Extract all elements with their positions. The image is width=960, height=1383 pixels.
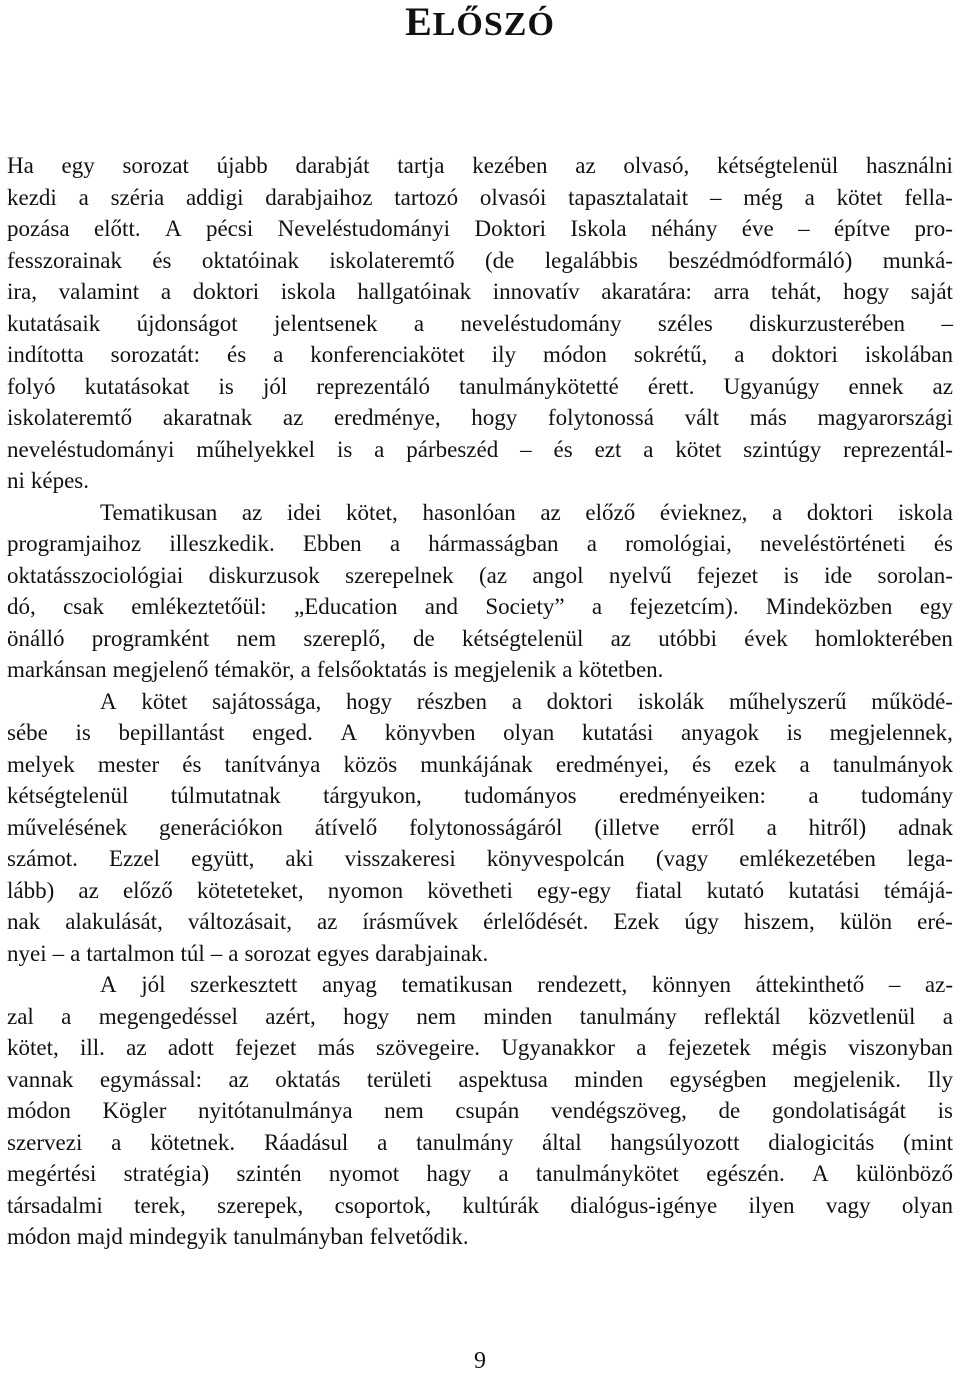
text-line: nyei – a tartalmon túl – a sorozat egyes darabjainak.	[7, 940, 489, 966]
text-line: megértési stratégia) szintén nyomot hagy a tanulmánykötet egészén. A különböző	[7, 1161, 953, 1186]
text-line: fesszorainak és oktatóinak iskolateremtő (de legalábbis beszédmódformáló) munká-	[7, 247, 953, 273]
text-line: indította sorozatát: és a konferenciakötet ily módon sokrétű, a doktori iskolában	[7, 342, 953, 367]
text-line: önálló programként nem szereplő, de kétségtelenül az utóbbi évek homlokterében	[7, 625, 953, 651]
text-line: nak alakulását, változásait, az írásművek érlelődését. Ezek úgy hiszem, külön eré-	[7, 909, 953, 934]
page-title-rest: LŐSZÓ	[432, 6, 555, 43]
body-text	[7, 150, 953, 1253]
paragraph	[7, 497, 953, 686]
text-line: dó, csak emlékeztetőül: „Education and Society” a fejezetcím). Mindeközben egy	[7, 594, 953, 619]
paragraph	[7, 150, 953, 497]
text-line: kutatásaik újdonságot jelentsenek a neveléstudomány széles diskurzusterében –	[7, 310, 953, 336]
text-line: kötet, ill. az adott fejezet más szövegeire. Ugyanakkor a fejezetek mégis viszonyban	[7, 1035, 953, 1060]
text-line: kétségtelenül túlmutatnak tárgyukon, tudományos eredményeiken: a tudomány	[7, 783, 953, 808]
text-line: számot. Ezzel együtt, aki visszakeresi könyvespolcán (vagy emlékezetében lega-	[7, 846, 953, 871]
text-line: A kötet sajátossága, hogy részben a doktori iskolák műhelyszerű működé-	[100, 688, 953, 714]
paragraph	[7, 686, 953, 970]
text-line: módon majd mindegyik tanulmányban felvetődik.	[7, 1224, 469, 1249]
text-line: Tematikusan az idei kötet, hasonlóan az előző évieknez, a doktori iskola	[100, 499, 953, 525]
text-line: sébe is bepillantást enged. A könyvben olyan kutatási anyagok is megjelennek,	[7, 720, 953, 745]
text-line: markánsan megjelenő témakör, a felsőoktatás is megjelenik a kötetben.	[7, 657, 664, 682]
text-line: neveléstudományi műhelyekkel is a párbeszéd – és ezt a kötet szintúgy reprezentál-	[7, 436, 953, 462]
paragraph	[7, 969, 953, 1253]
page-number: 9	[474, 1348, 486, 1374]
text-line: pozása előtt. A pécsi Neveléstudományi Doktori Iskola néhány éve – építve pro-	[7, 216, 953, 241]
text-line: szervezi a kötetnek. Ráadásul a tanulmány által hangsúlyozott dialogicitás (mint	[7, 1129, 953, 1155]
text-line: módon Kögler nyitótanulmánya nem csupán vendégszöveg, de gondolatiságát is	[7, 1098, 953, 1123]
text-line: vannak egymással: az oktatás területi aspektusa minden egységben megjelenik. Ily	[7, 1066, 953, 1092]
page-title	[0, 2, 960, 45]
text-line: programjaihoz illeszkedik. Ebben a hármasságban a romológiai, neveléstörténeti és	[7, 531, 953, 556]
text-line: melyek mester és tanítványa közös munkájának eredményei, és ezek a tanulmányok	[7, 751, 953, 777]
text-line: lább) az előző köteteteket, nyomon követheti egy-egy fiatal kutató kutatási témájá-	[7, 877, 953, 903]
text-line: művelésének generációkon átívelő folytonosságáról (illetve erről a hitről) adnak	[7, 814, 953, 840]
text-line: ira, valamint a doktori iskola hallgatóinak innovatív akaratára: arra tehát, hogy saját	[7, 279, 953, 304]
text-line: zal a megengedéssel azért, hogy nem minden tanulmány reflektál közvetlenül a	[7, 1003, 953, 1029]
text-line: ni képes.	[7, 468, 90, 493]
text-line: folyó kutatásokat is jól reprezentáló tanulmánykötetté érett. Ugyanúgy ennek az	[7, 373, 953, 399]
text-line: oktatásszociológiai diskurzusok szerepelnek (az angol nyelvű fejezet is ide sorolan-	[7, 562, 953, 588]
text-line: Ha egy sorozat újabb darabját tartja kezében az olvasó, kétségtelenül használni	[7, 153, 953, 178]
text-line: kezdi a széria addigi darabjaihoz tartozó olvasói tapasztalatait – még a kötet fella-	[7, 184, 953, 210]
page-title-initial: E	[405, 0, 433, 44]
text-line: iskolateremtő akaratnak az eredménye, hogy folytonossá vált más magyarországi	[7, 405, 953, 430]
text-line: A jól szerkesztett anyag tematikusan rendezett, könnyen áttekinthető – az-	[100, 972, 953, 997]
text-line: társadalmi terek, szerepek, csoportok, kultúrák dialógus-igénye ilyen vagy olyan	[7, 1192, 953, 1218]
